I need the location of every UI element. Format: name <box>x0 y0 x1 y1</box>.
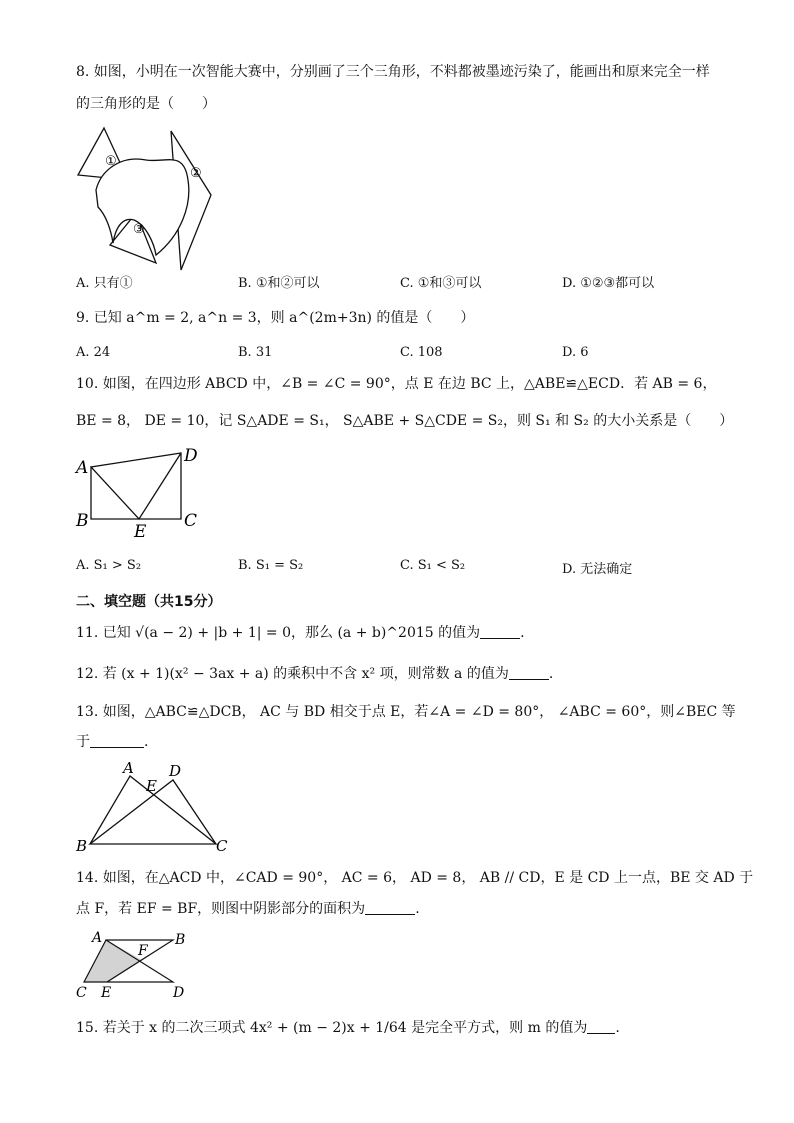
q11-answer-blank[interactable] <box>480 624 520 639</box>
q14-text2: 点 F，若 EF = BF，则图中阴影部分的面积为 <box>76 901 366 917</box>
q8-option-d[interactable]: D. ①②③都可以 <box>562 276 655 291</box>
q14-answer-blank[interactable] <box>365 900 415 915</box>
q11-text: 11. 已知 √(a − 2) + |b + 1| = 0，那么 (a + b)^2015 的值为 <box>76 625 481 641</box>
q12-stem <box>76 664 553 684</box>
q8-stem-line2: 的三角形的是（ ） <box>76 96 216 112</box>
q10-label-d: D <box>184 446 198 466</box>
q14-label-b: B <box>175 932 186 948</box>
q10-option-b[interactable]: B. S₁ = S₂ <box>238 558 304 573</box>
q12-period: . <box>548 666 554 682</box>
q13-label-e: E <box>146 777 157 795</box>
q14-stem-line2 <box>76 899 420 919</box>
q13-stem-line2 <box>76 732 148 752</box>
q13-stem-line1: 13. 如图，△ABC≌△DCB， AC 与 BD 相交于点 E，若∠A = ∠D = 80°， ∠ABC = 60°，则∠BEC 等 <box>76 704 736 720</box>
q8-option-c[interactable]: C. ①和③可以 <box>400 276 482 291</box>
q14-label-c: C <box>76 985 87 1001</box>
q13-answer-blank[interactable] <box>90 733 144 748</box>
q8-figure <box>76 125 221 265</box>
q14-figure <box>76 928 206 1003</box>
q15-answer-blank[interactable] <box>587 1019 615 1034</box>
q8-label-2: ② <box>190 166 202 181</box>
q15-text: 15. 若关于 x 的二次三项式 4x² + (m − 2)x + 1/64 是完全平方式，则 m 的值为 <box>76 1020 588 1036</box>
q9-option-a[interactable]: A. 24 <box>76 345 111 360</box>
q15-stem <box>76 1018 620 1038</box>
q10-label-a: A <box>76 458 89 478</box>
q12-text: 12. 若 (x + 1)(x² − 3ax + a) 的乘积中不含 x² 项，则常数 a 的值为 <box>76 666 509 682</box>
q10-option-d[interactable]: D. 无法确定 <box>562 562 633 577</box>
q10-stem-line2: BE = 8， DE = 10，记 S△ADE = S₁， S△ABE + S△CDE = S₂，则 S₁ 和 S₂ 的大小关系是（ ） <box>76 413 734 429</box>
q14-label-d: D <box>173 985 185 1001</box>
q13-label-b: B <box>76 837 88 855</box>
q10-label-b: B <box>76 511 89 531</box>
q9-stem: 9. 已知 a^m = 2, a^n = 3，则 a^(2m+3n) 的值是（ ） <box>76 310 475 326</box>
q9-option-d[interactable]: D. 6 <box>562 345 589 360</box>
q14-stem-line1: 14. 如图，在△ACD 中，∠CAD = 90°， AC = 6， AD = 8， AB // CD，E 是 CD 上一点，BE 交 AD 于 <box>76 870 754 886</box>
q14-shaded-region <box>84 940 142 982</box>
q11-period: . <box>520 625 525 641</box>
q10-option-a[interactable]: A. S₁ > S₂ <box>76 558 142 573</box>
q10-label-e: E <box>134 522 147 542</box>
q14-label-f: F <box>138 943 148 959</box>
q8-stem-line1: 8. 如图，小明在一次智能大赛中，分别画了三个三角形，不料都被墨迹污染了，能画出和原来完全一样 <box>76 64 710 80</box>
q8-option-b[interactable]: B. ①和②可以 <box>238 276 320 291</box>
q11-stem <box>76 623 525 643</box>
q10-option-c[interactable]: C. S₁ < S₂ <box>400 558 466 573</box>
q12-answer-blank[interactable] <box>509 665 549 680</box>
q13-figure <box>76 760 236 855</box>
q8-label-1: ① <box>105 154 117 169</box>
q14-period: . <box>415 901 420 917</box>
q14-label-e: E <box>101 985 112 1001</box>
q10-stem-line1: 10. 如图，在四边形 ABCD 中，∠B = ∠C = 90°，点 E 在边 BC 上，△ABE≌△ECD．若 AB = 6， <box>76 376 717 392</box>
q8-label-3: ③ <box>133 222 145 237</box>
q10-label-c: C <box>184 511 198 531</box>
section-header: 二、填空题（共15分） <box>76 594 222 610</box>
q13-text2: 于 <box>76 734 90 750</box>
q13-label-a: A <box>123 759 134 777</box>
q14-label-a: A <box>92 930 103 946</box>
q13-label-d: D <box>169 762 182 780</box>
q9-option-b[interactable]: B. 31 <box>238 345 273 360</box>
q8-option-a[interactable]: A. 只有① <box>76 276 133 291</box>
q9-option-c[interactable]: C. 108 <box>400 345 443 360</box>
q13-label-c: C <box>216 837 228 855</box>
q13-period: . <box>144 734 149 750</box>
q15-period: . <box>615 1020 620 1036</box>
q10-figure <box>76 445 206 540</box>
